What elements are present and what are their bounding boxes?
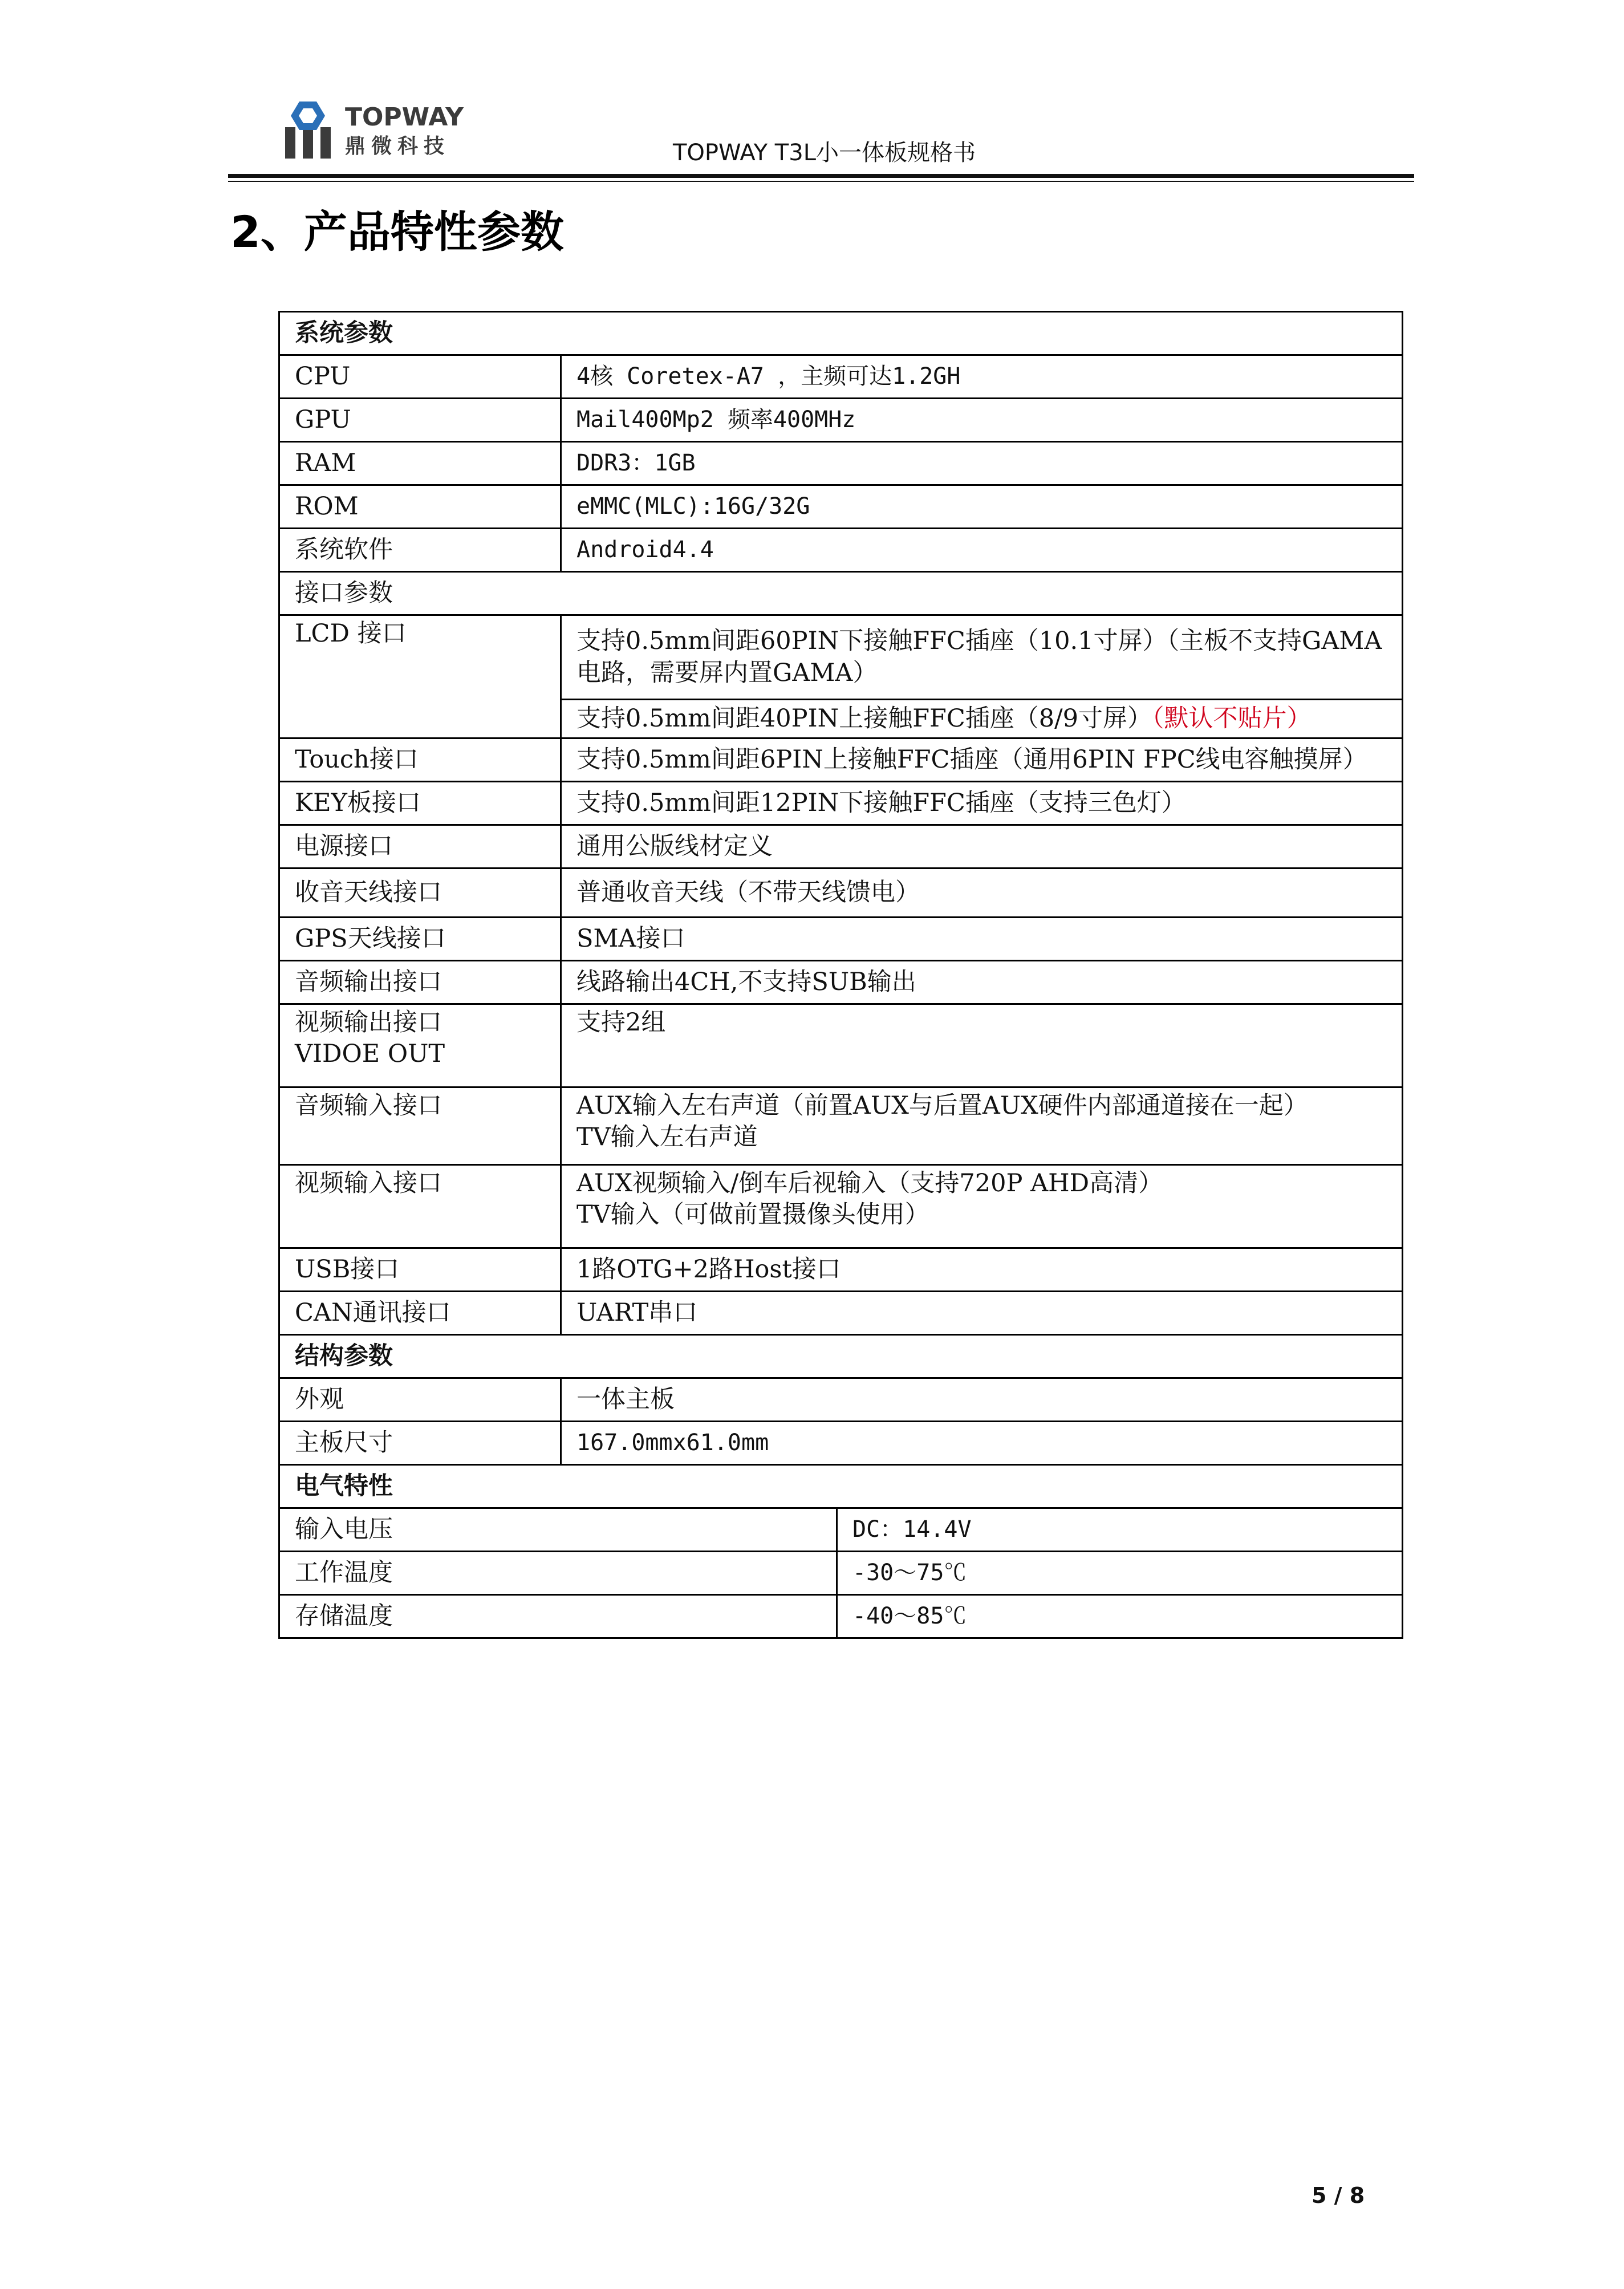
row-value: 167.0mmx61.0mm bbox=[561, 1422, 1403, 1465]
row-label: 收音天线接口 bbox=[279, 868, 561, 918]
table-row bbox=[279, 825, 1403, 868]
row-value: -30～75℃ bbox=[837, 1552, 1403, 1595]
logo-mark-icon bbox=[285, 102, 331, 159]
row-value bbox=[561, 700, 1403, 738]
row-value: eMMC(MLC):16G/32G bbox=[561, 485, 1403, 529]
table-row bbox=[279, 1508, 1403, 1552]
table-row bbox=[279, 1552, 1403, 1595]
row-label: 输入电压 bbox=[279, 1508, 837, 1552]
header-rule-thin bbox=[228, 181, 1414, 182]
document-header-title: TOPWAY T3L小一体板规格书 bbox=[673, 140, 976, 166]
table-row bbox=[279, 1087, 1403, 1165]
table-row bbox=[279, 355, 1403, 399]
table-row bbox=[279, 1004, 1403, 1087]
topway-logo bbox=[279, 96, 519, 164]
table-row bbox=[279, 1595, 1403, 1638]
row-value: 普通收音天线（不带天线馈电） bbox=[561, 868, 1403, 918]
table-row bbox=[279, 868, 1403, 918]
audio-in-line-2: TV输入左右声道 bbox=[576, 1123, 758, 1152]
category-heading: 系统参数 bbox=[279, 312, 1403, 355]
header-rule-thick bbox=[228, 174, 1414, 178]
row-label: 电源接口 bbox=[279, 825, 561, 868]
category-row bbox=[279, 312, 1403, 355]
table-row bbox=[279, 529, 1403, 572]
row-value: -40～85℃ bbox=[837, 1595, 1403, 1638]
row-label: KEY板接口 bbox=[279, 782, 561, 825]
table-row bbox=[279, 1292, 1403, 1335]
row-label: 音频输入接口 bbox=[279, 1087, 561, 1165]
row-value: 通用公版线材定义 bbox=[561, 825, 1403, 868]
category-row bbox=[279, 1335, 1403, 1378]
row-label: 系统软件 bbox=[279, 529, 561, 572]
table-row bbox=[279, 1165, 1403, 1248]
table-row bbox=[279, 738, 1403, 782]
category-heading: 接口参数 bbox=[279, 572, 1403, 615]
row-label: Touch接口 bbox=[279, 738, 561, 782]
table-row bbox=[279, 1422, 1403, 1465]
row-value: DC：14.4V bbox=[837, 1508, 1403, 1552]
row-label: GPS天线接口 bbox=[279, 918, 561, 961]
category-heading: 结构参数 bbox=[279, 1335, 1403, 1378]
logo-brand-text: TOPWAY bbox=[345, 103, 464, 132]
row-value: 一体主板 bbox=[561, 1378, 1403, 1422]
row-value: 4核 Coretex-A7 ，主频可达1.2GH bbox=[561, 355, 1403, 399]
category-heading: 电气特性 bbox=[279, 1465, 1403, 1508]
row-label: 音频输出接口 bbox=[279, 961, 561, 1004]
row-label: 视频输入接口 bbox=[279, 1165, 561, 1248]
category-row bbox=[279, 572, 1403, 615]
row-value: 支持2组 bbox=[561, 1004, 1403, 1087]
video-out-label-en: VIDOE OUT bbox=[295, 1040, 445, 1069]
table-row bbox=[279, 615, 1403, 700]
row-label: RAM bbox=[279, 442, 561, 485]
row-label: USB接口 bbox=[279, 1248, 561, 1292]
row-value: DDR3：1GB bbox=[561, 442, 1403, 485]
row-value: UART串口 bbox=[561, 1292, 1403, 1335]
row-value: 支持0.5mm间距60PIN下接触FFC插座（10.1寸屏）（主板不支持GAMA电路，需要屏内置GAMA） bbox=[561, 615, 1403, 700]
table-row bbox=[279, 961, 1403, 1004]
audio-in-line-1: AUX输入左右声道（前置AUX与后置AUX硬件内部通道接在一起） bbox=[576, 1091, 1308, 1120]
page-number: 5 / 8 bbox=[1312, 2183, 1365, 2208]
row-label: CAN通讯接口 bbox=[279, 1292, 561, 1335]
row-label: CPU bbox=[279, 355, 561, 399]
row-value: 线路输出4CH,不支持SUB输出 bbox=[561, 961, 1403, 1004]
category-row bbox=[279, 1465, 1403, 1508]
row-value: 1路OTG+2路Host接口 bbox=[561, 1248, 1403, 1292]
row-label: LCD 接口 bbox=[279, 615, 561, 738]
row-value bbox=[561, 1087, 1403, 1165]
row-value: Android4.4 bbox=[561, 529, 1403, 572]
table-row bbox=[279, 1248, 1403, 1292]
video-out-label: 视频输出接口 bbox=[295, 1008, 442, 1037]
row-value: 支持0.5mm间距6PIN上接触FFC插座（通用6PIN FPC线电容触摸屏） bbox=[561, 738, 1403, 782]
table-row bbox=[279, 399, 1403, 442]
row-label: GPU bbox=[279, 399, 561, 442]
video-in-line-1: AUX视频输入/倒车后视输入（支持720P AHD高清） bbox=[576, 1169, 1163, 1198]
row-label: 存储温度 bbox=[279, 1595, 837, 1638]
row-label: 主板尺寸 bbox=[279, 1422, 561, 1465]
row-label bbox=[279, 1004, 561, 1087]
default-not-mounted-note: （默认不贴片） bbox=[1151, 704, 1312, 733]
table-row bbox=[279, 918, 1403, 961]
spec-table bbox=[278, 311, 1403, 1639]
row-value bbox=[561, 1165, 1403, 1248]
video-in-line-2: TV输入（可做前置摄像头使用） bbox=[576, 1200, 929, 1229]
row-value: Mail400Mp2 频率400MHz bbox=[561, 399, 1403, 442]
lcd-40pin-text: 支持0.5mm间距40PIN上接触FFC插座（8/9寸屏） bbox=[576, 704, 1152, 733]
table-row bbox=[279, 1378, 1403, 1422]
row-label: 工作温度 bbox=[279, 1552, 837, 1595]
section-title: 2、产品特性参数 bbox=[230, 206, 564, 257]
table-row bbox=[279, 442, 1403, 485]
row-label: 外观 bbox=[279, 1378, 561, 1422]
row-value: SMA接口 bbox=[561, 918, 1403, 961]
table-row bbox=[279, 485, 1403, 529]
logo-cn-text: 鼎微科技 bbox=[345, 135, 450, 158]
table-row bbox=[279, 782, 1403, 825]
row-value: 支持0.5mm间距12PIN下接触FFC插座（支持三色灯） bbox=[561, 782, 1403, 825]
row-label: ROM bbox=[279, 485, 561, 529]
